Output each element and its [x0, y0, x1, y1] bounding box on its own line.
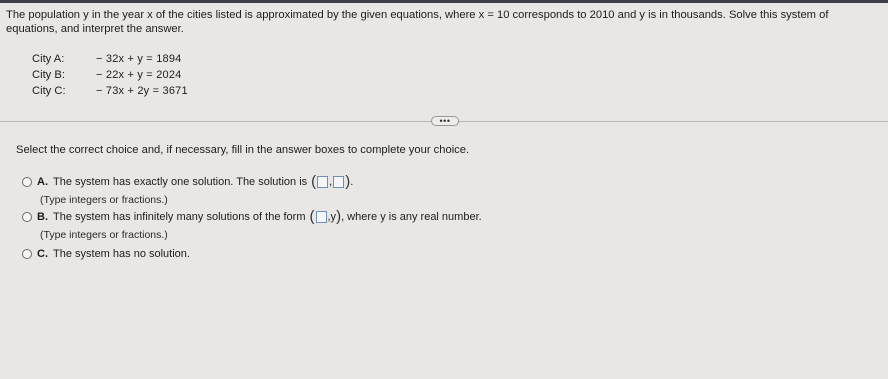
open-paren-icon: (	[309, 208, 315, 226]
choice-a-text: The system has exactly one solution. The solution is	[53, 176, 308, 189]
problem-statement: The population y in the year x of the cities listed is approximated by the given equations, where x = 10 corresponds to 2010 and y is in thousands. Solve this system of equations, and interpret the answer.	[6, 9, 829, 35]
city-c-equation: − 73x + 2y = 3671	[96, 85, 188, 97]
choice-b-letter: B.	[37, 211, 48, 224]
choice-a-radio[interactable]	[22, 177, 32, 187]
choice-b-hint: (Type integers or fractions.)	[40, 229, 168, 241]
city-b-label: City B:	[32, 69, 65, 81]
close-paren-icon: )	[336, 208, 342, 226]
city-a-row	[32, 51, 188, 67]
choice-b-tail: , where y is any real number.	[341, 211, 482, 224]
equation-system	[32, 51, 188, 99]
open-paren-icon: (	[311, 173, 317, 191]
choice-a-letter: A.	[37, 176, 48, 189]
choice-a-answer	[311, 173, 354, 191]
close-paren-icon: )	[345, 173, 351, 191]
choice-c-text: The system has no solution.	[53, 248, 190, 260]
city-c-row	[32, 83, 188, 99]
choice-b-var: ,y	[327, 211, 337, 223]
choice-a-hint: (Type integers or fractions.)	[40, 194, 168, 206]
city-b-equation: − 22x + y = 2024	[96, 69, 182, 81]
answer-box-b[interactable]	[316, 211, 327, 223]
choice-a-comma: ,	[329, 176, 333, 188]
choice-c[interactable]	[22, 248, 190, 260]
choice-b[interactable]	[22, 208, 482, 226]
answer-box-y[interactable]	[333, 176, 344, 188]
city-a-label: City A:	[32, 53, 65, 65]
choice-a-period: .	[350, 176, 354, 188]
choice-c-letter: C.	[37, 248, 48, 260]
choice-b-answer	[309, 208, 342, 226]
city-b-row	[32, 67, 188, 83]
choice-b-radio[interactable]	[22, 212, 32, 222]
city-a-equation: − 32x + y = 1894	[96, 53, 182, 65]
expand-more-button[interactable]: •••	[431, 116, 459, 126]
answer-box-x[interactable]	[317, 176, 328, 188]
choice-b-text: The system has infinitely many solutions of the form	[53, 211, 306, 224]
choice-c-radio[interactable]	[22, 249, 32, 259]
choice-a[interactable]	[22, 173, 354, 191]
instruction-text: Select the correct choice and, if necessary, fill in the answer boxes to complete your choice.	[16, 144, 470, 156]
city-c-label: City C:	[32, 85, 66, 97]
top-strip	[0, 0, 888, 3]
